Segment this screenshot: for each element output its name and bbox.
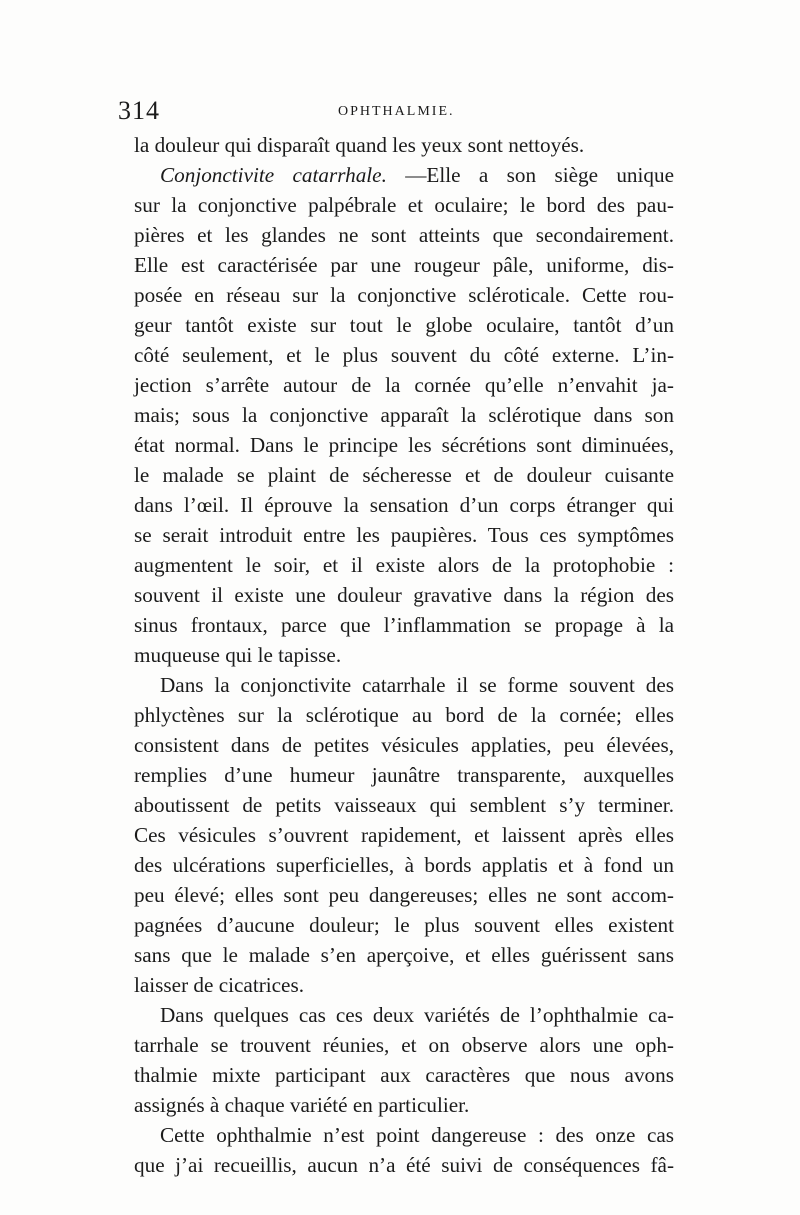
text-line bbox=[134, 460, 674, 490]
text-line bbox=[134, 520, 674, 550]
text-line bbox=[134, 670, 674, 700]
body-text bbox=[134, 130, 674, 1180]
text-line bbox=[134, 1090, 674, 1120]
section-heading: Conjonctivite catarrhale. bbox=[160, 163, 387, 187]
line-text: dans l’œil. Il éprouve la sensation d’un corps étranger qui bbox=[134, 493, 674, 517]
line-text: Dans quelques cas ces deux variétés de l’ophthalmie ca- bbox=[160, 1003, 674, 1027]
text-line bbox=[134, 880, 674, 910]
text-line bbox=[134, 1060, 674, 1090]
line-text: Dans la conjonctivite catarrhale il se forme souvent des bbox=[160, 673, 674, 697]
line-text: pières et les glandes ne sont atteints que secondairement. bbox=[134, 223, 674, 247]
text-line bbox=[134, 1000, 674, 1030]
running-head bbox=[118, 96, 670, 130]
running-title: OPHTHALMIE. bbox=[338, 104, 455, 119]
text-line bbox=[134, 610, 674, 640]
line-text: jection s’arrête autour de la cornée qu’elle n’envahit ja- bbox=[134, 373, 674, 397]
text-line bbox=[134, 940, 674, 970]
text-line bbox=[134, 310, 674, 340]
line-text: laisser de cicatrices. bbox=[134, 973, 304, 997]
line-text: augmentent le soir, et il existe alors de la protophobie : bbox=[134, 553, 674, 577]
line-text: sinus frontaux, parce que l’inflammation se propage à la bbox=[134, 613, 674, 637]
text-line bbox=[134, 640, 674, 670]
text-line bbox=[134, 700, 674, 730]
text-line bbox=[134, 1120, 674, 1150]
text-line bbox=[134, 1030, 674, 1060]
text-line bbox=[134, 130, 674, 160]
line-text: état normal. Dans le principe les sécrétions sont diminuées, bbox=[134, 433, 674, 457]
text-line bbox=[134, 220, 674, 250]
line-text: Cette ophthalmie n’est point dangereuse : des onze cas bbox=[160, 1123, 674, 1147]
text-line bbox=[134, 160, 674, 190]
line-text: tarrhale se trouvent réunies, et on observe alors une oph- bbox=[134, 1033, 674, 1057]
text-line bbox=[134, 1150, 674, 1180]
text-line bbox=[134, 730, 674, 760]
text-line bbox=[134, 790, 674, 820]
line-text: remplies d’une humeur jaunâtre transparente, auxquelles bbox=[134, 763, 674, 787]
text-line bbox=[134, 190, 674, 220]
line-text: assignés à chaque variété en particulier. bbox=[134, 1093, 470, 1117]
text-line bbox=[134, 340, 674, 370]
line-text: consistent dans de petites vésicules applaties, peu élevées, bbox=[134, 733, 674, 757]
text-line bbox=[134, 280, 674, 310]
line-text: Ces vésicules s’ouvrent rapidement, et laissent après elles bbox=[134, 823, 674, 847]
line-text: geur tantôt existe sur tout le globe oculaire, tantôt d’un bbox=[134, 313, 674, 337]
line-text: pagnées d’aucune douleur; le plus souvent elles existent bbox=[134, 913, 674, 937]
line-text: posée en réseau sur la conjonctive scléroticale. Cette rou- bbox=[134, 283, 674, 307]
text-line bbox=[134, 490, 674, 520]
text-line bbox=[134, 430, 674, 460]
line-text: Elle est caractérisée par une rougeur pâle, uniforme, dis- bbox=[134, 253, 674, 277]
text-line bbox=[134, 400, 674, 430]
line-text: sur la conjonctive palpébrale et oculaire; le bord des pau- bbox=[134, 193, 674, 217]
line-text: se serait introduit entre les paupières. Tous ces symptômes bbox=[134, 523, 674, 547]
text-line bbox=[134, 250, 674, 280]
line-text: côté seulement, et le plus souvent du côté externe. L’in- bbox=[134, 343, 674, 367]
text-line bbox=[134, 760, 674, 790]
line-text: —Elle a son siège unique bbox=[386, 163, 675, 187]
line-text: aboutissent de petits vaisseaux qui semblent s’y terminer. bbox=[134, 793, 674, 817]
line-text: thalmie mixte participant aux caractères que nous avons bbox=[134, 1063, 674, 1087]
line-text: peu élevé; elles sont peu dangereuses; elles ne sont accom- bbox=[134, 883, 674, 907]
line-text: le malade se plaint de sécheresse et de douleur cuisante bbox=[134, 463, 674, 487]
line-text: sans que le malade s’en aperçoive, et elles guérissent sans bbox=[134, 943, 674, 967]
text-line bbox=[134, 370, 674, 400]
line-text: la douleur qui disparaît quand les yeux sont nettoyés. bbox=[134, 133, 585, 157]
line-text: que j’ai recueillis, aucun n’a été suivi de conséquences fâ- bbox=[134, 1153, 674, 1177]
line-text: phlyctènes sur la sclérotique au bord de la cornée; elles bbox=[134, 703, 674, 727]
line-text: mais; sous la conjonctive apparaît la sclérotique dans son bbox=[134, 403, 674, 427]
line-text: des ulcérations superficielles, à bords applatis et à fond un bbox=[134, 853, 674, 877]
text-line bbox=[134, 820, 674, 850]
line-text: muqueuse qui le tapisse. bbox=[134, 643, 342, 667]
line-text: souvent il existe une douleur gravative dans la région des bbox=[134, 583, 674, 607]
text-line bbox=[134, 910, 674, 940]
text-line bbox=[134, 550, 674, 580]
text-line bbox=[134, 580, 674, 610]
text-line bbox=[134, 850, 674, 880]
page-number: 314 bbox=[118, 96, 160, 125]
text-line bbox=[134, 970, 674, 1000]
